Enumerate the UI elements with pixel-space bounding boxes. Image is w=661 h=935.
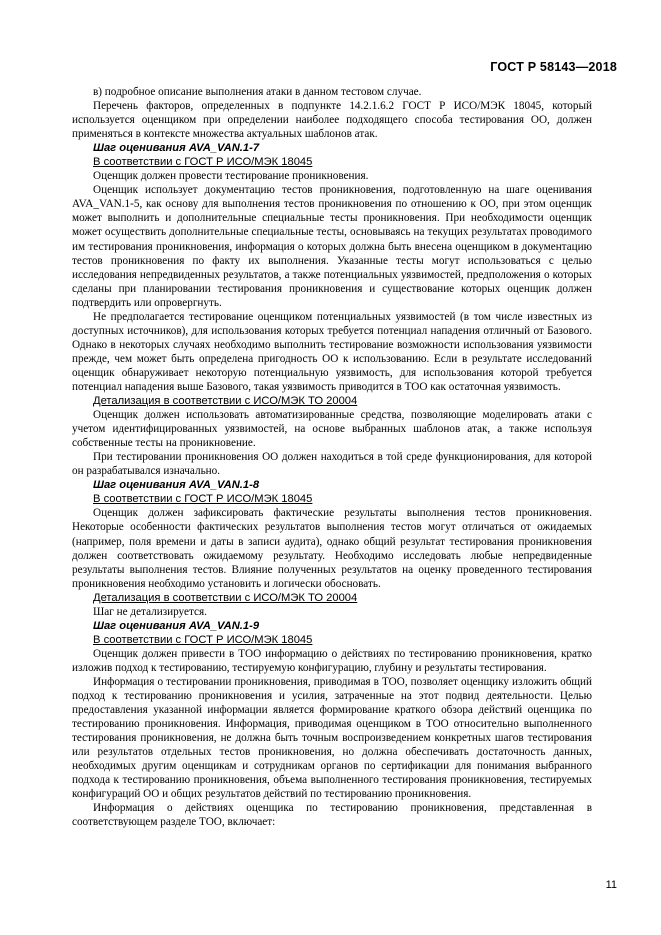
body-paragraph: в) подробное описание выполнения атаки в данном тестовом случае. [93, 86, 422, 98]
body-paragraph: При тестировании проникновения ОО должен находиться в той среде функционирования, для которой он разрабатывался изначально. [72, 451, 592, 478]
section-subheading [72, 155, 592, 169]
body-paragraph: Оценщик должен привести в ТОО информацию о действиях по тестированию проникновения, кратко изложив подход к тестированию, тестируемую конфигурацию, глубину и результаты тестирования. [72, 647, 592, 674]
body-paragraph: Информация о тестировании проникновения, приводимая в ТОО, позволяет оценщику изложить общий подход к тестированию проникновения и усилия, затраченные на этот подвид деятельности. Целью предоставления указанной информации является формирование краткого обзора действий оценщика по тестированию проникновения. Информация, приводимая оценщиком в ТОО относительно выполненного тестирования проникновения, не должна быть точным воспроизведением конкретных шагов тестирования или результатов отдельных тестов проникновения, но должна обеспечивать достаточность данных, необходимых другим оценщикам и сотрудникам органов по сертификации для понимания выбранного подхода к тестированию проникновения, объема выполненного тестирования проникновения, тестируемых конфигураций ОО и общих результатов действий по тестированию проникновения. [72, 675, 592, 801]
subheading-text: Детализация в соответствии с ИСО/МЭК ТО 20004 [93, 395, 358, 408]
section-subheading [72, 492, 592, 506]
section-subheading [72, 394, 592, 408]
body-paragraph: Информация о действиях оценщика по тестированию проникновения, представленная в соответствующем разделе ТОО, включает: [72, 802, 592, 829]
subheading-text: В соответствии с ГОСТ Р ИСО/МЭК 18045 [93, 493, 313, 506]
body-paragraph: Оценщик должен зафиксировать фактические результаты выполнения тестов проникновения. Некоторые особенности фактических результатов выполнения тестов могут отличаться от ожидаемых (например, поля времени и даты в записи аудита), однако общий результат тестирования проникновения должен соответствовать ожидаемому результату. Необходимо исследовать любые непредвиденные результаты выполнения тестов. Влияние полученных результатов на оценку проведенного тестирования проникновения необходимо установить и логически обосновать. [72, 507, 592, 590]
subheading-text: Детализация в соответствии с ИСО/МЭК ТО 20004 [93, 591, 358, 604]
subheading-text: В соответствии с ГОСТ Р ИСО/МЭК 18045 [93, 633, 313, 646]
step-title: Шаг оценивания AVA_VAN.1-8 [93, 479, 260, 492]
page-number: 11 [605, 879, 617, 891]
step-title: Шаг оценивания AVA_VAN.1-7 [93, 142, 260, 155]
subheading-text: В соответствии с ГОСТ Р ИСО/МЭК 18045 [93, 156, 313, 169]
body-paragraph: Оценщик должен провести тестирование проникновения. [93, 170, 369, 183]
document-body [72, 85, 592, 829]
page-header: ГОСТ Р 58143—2018 [490, 60, 617, 74]
body-paragraph: Оценщик должен использовать автоматизированные средства, позволяющие моделировать атаки с учетом идентифицированных уязвимостей, на основе выбранных шаблонов атак, а также используя собственные тесты на проникновение. [72, 409, 592, 450]
section-subheading [72, 591, 592, 605]
body-paragraph: Оценщик использует документацию тестов проникновения, подготовленную на шаге оценивания AVA_VAN.1-5, как основу для выполнения тестов проникновения по отношению к ОО, при этом оценщик может выполнить и дополнительные специальные тесты проникновения. При необходимости оценщик может осуществить дополнительные специальные тесты, основываясь на текущих результатах проводимого им тестирования проникновения, информация о которых должна быть внесена оценщиком в документацию тестов проникновения по факту их выполнения. Указанные тесты могут использоваться с целью исследования непредвиденных результатов, а также потенциальных уязвимостей, предположения о которых сделаны при планировании тестирования проникновения и существование которых оценщик должен подтвердить или опровергнуть. [72, 184, 592, 309]
body-paragraph: Не предполагается тестирование оценщиком потенциальных уязвимостей (в том числе известных из доступных источников), для использования которых требуется потенциал нападения отличный от Базового. Однако в некоторых случаях необходимо выполнить тестирование возможности использования уязвимости прежде, чем может быть определена пригодность ОО к использованию. Если в результате исследований оценщик обнаруживает некоторую потенциальную уязвимость, для использования которой требуется потенциал нападения выше Базового, такая уязвимость приводится в ТОО как остаточная уязвимость. [72, 310, 592, 393]
body-paragraph: Шаг не детализируется. [93, 605, 207, 618]
section-subheading [72, 633, 592, 647]
step-title: Шаг оценивания AVA_VAN.1-9 [93, 619, 260, 632]
body-paragraph: Перечень факторов, определенных в подпункте 14.2.1.6.2 ГОСТ Р ИСО/МЭК 18045, который используется оценщиком при определении наиболее подходящего способа тестирования ОО, должен применяться в контексте множества актуальных шаблонов атак. [72, 100, 592, 141]
